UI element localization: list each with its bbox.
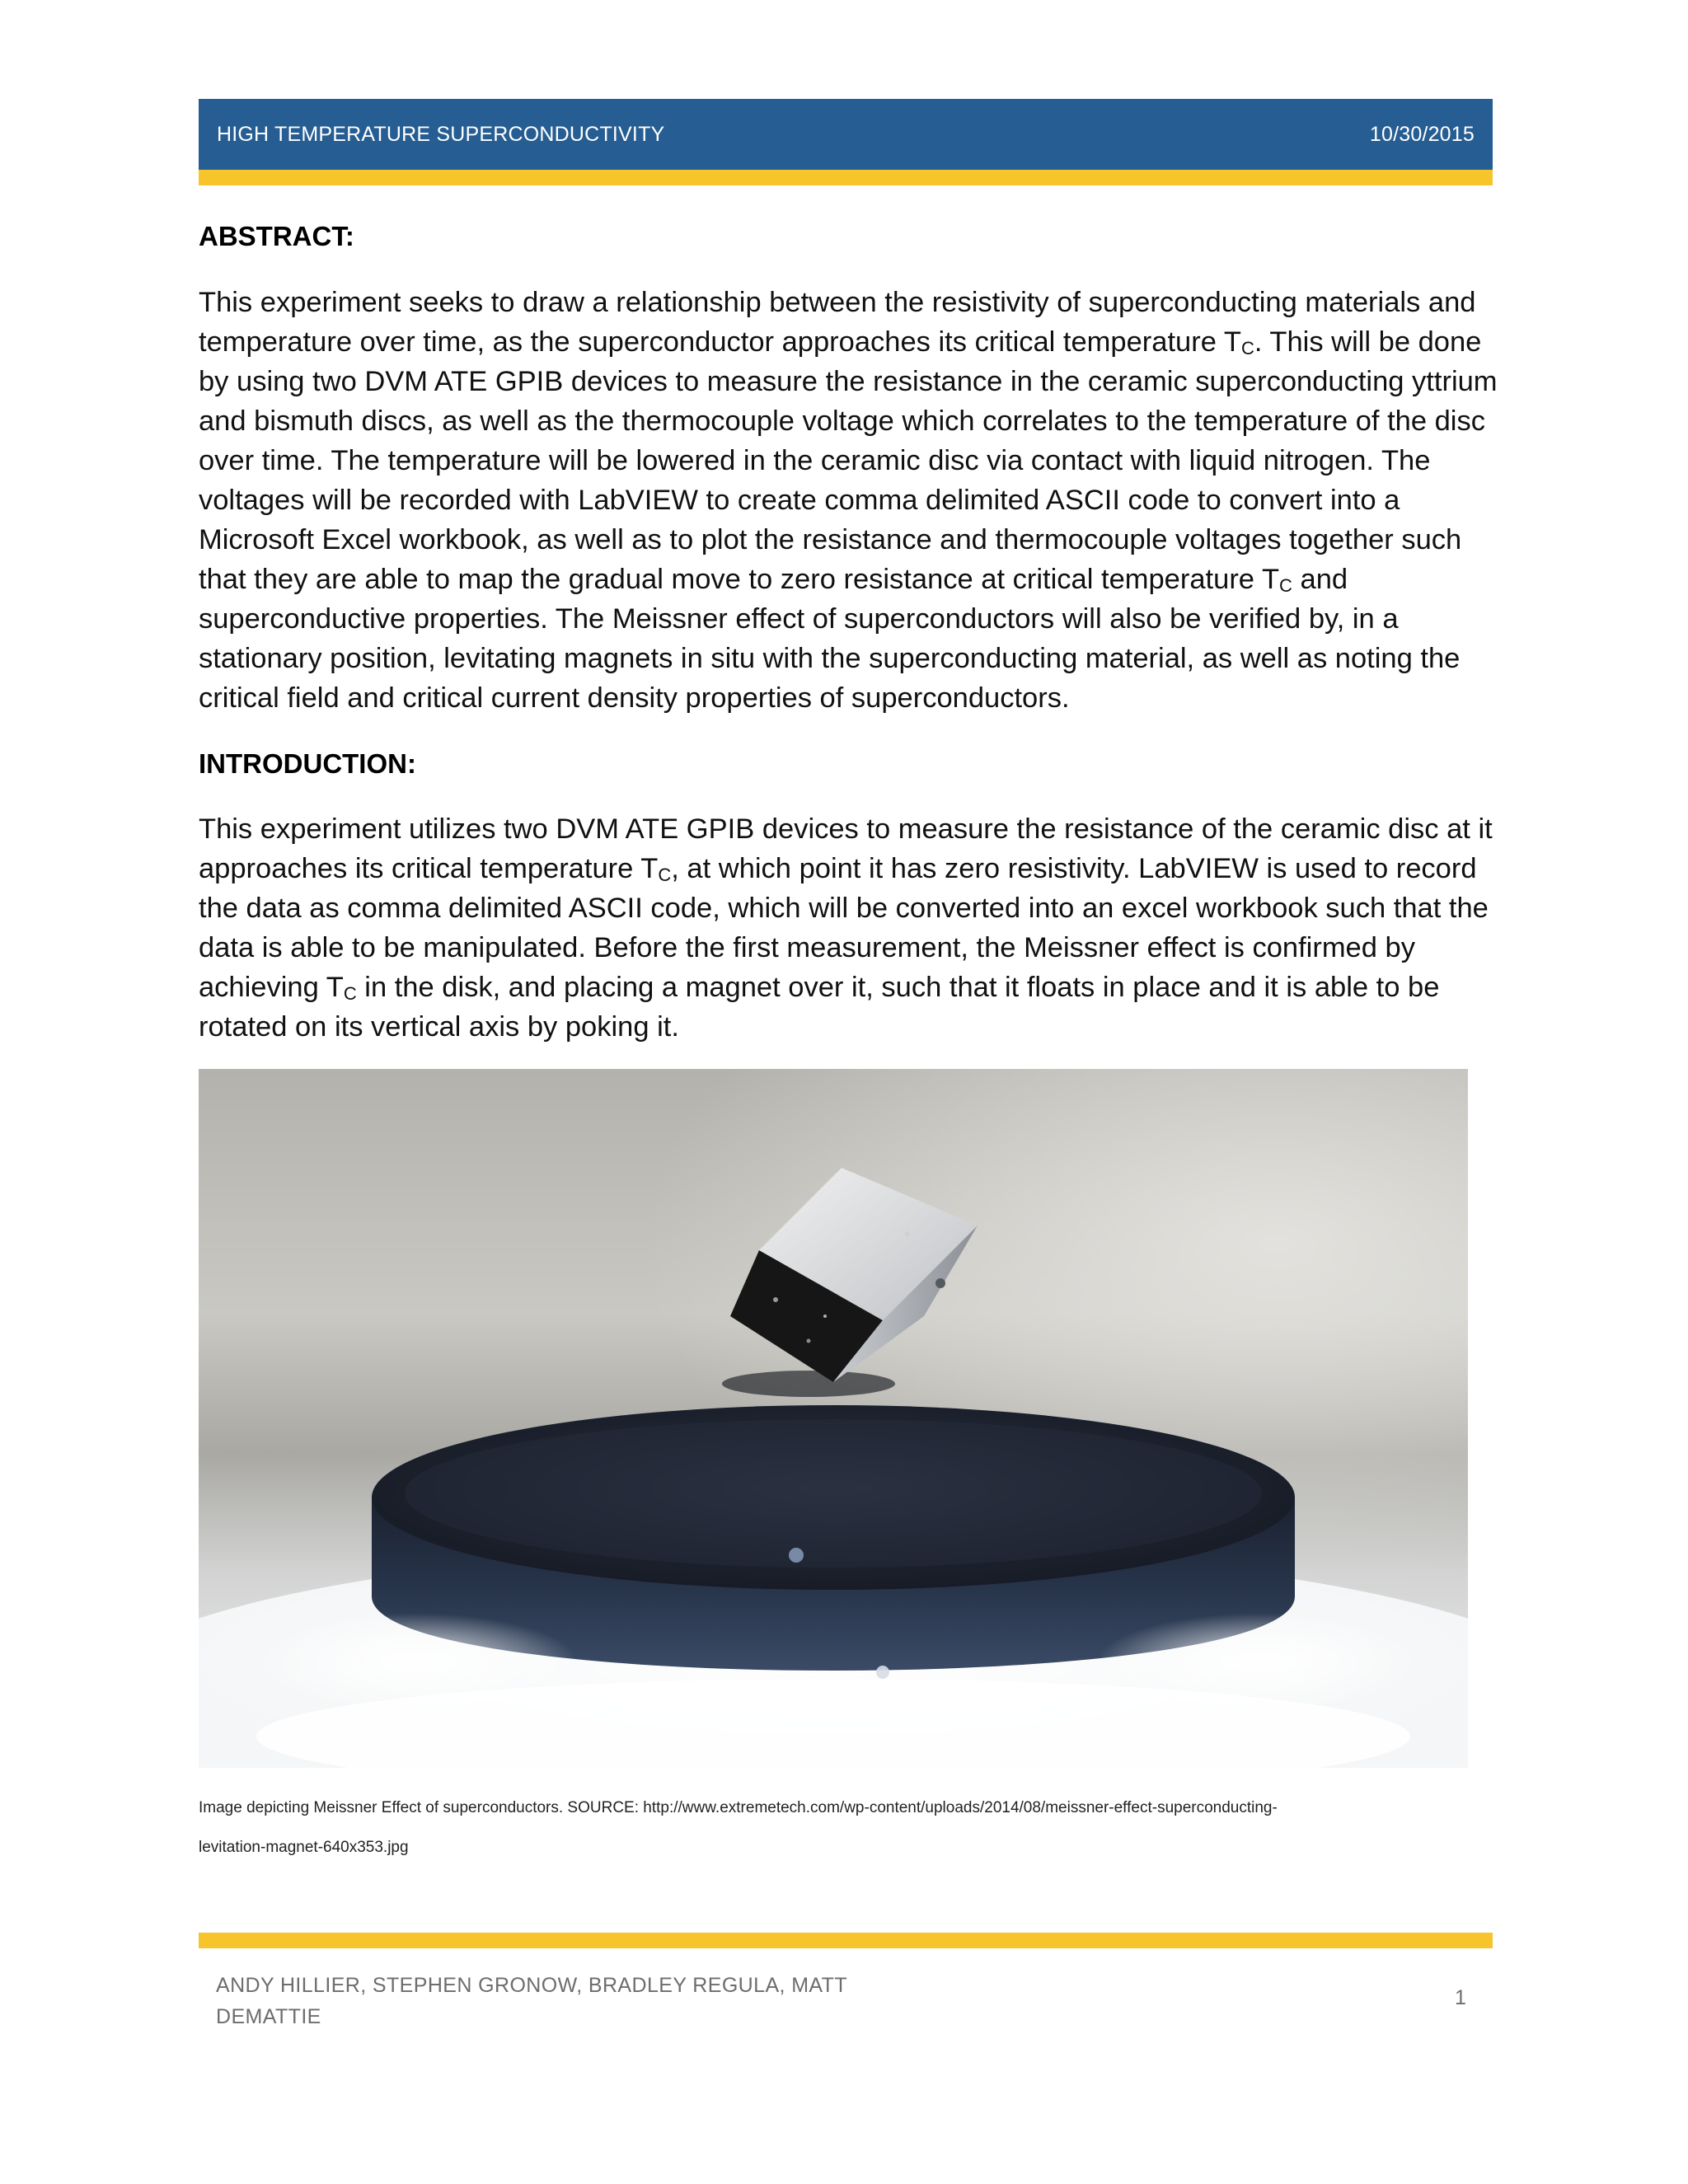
text-line: temperature over time, as the superconductor approaches its critical temperature $T_C$. This will be done bbox=[199, 326, 1482, 359]
caption-line: Image depicting Meissner Effect of superconductors. SOURCE: http://www.extremetech.com/wp-content/uploads/2014/08/meissner-effect-superconducting- bbox=[199, 1799, 1278, 1816]
text-line: This experiment seeks to draw a relationship between the resistivity of superconducting materials and bbox=[199, 287, 1476, 318]
text-line: the data as comma delimited ASCII code, which will be converted into an excel workbook such that the bbox=[199, 893, 1489, 924]
subscript: C bbox=[658, 865, 672, 885]
document-date: 10/30/2015 bbox=[1369, 122, 1475, 146]
abstract-heading: ABSTRACT: bbox=[199, 221, 354, 251]
text-line: This experiment utilizes two DVM ATE GPIB devices to measure the resistance of the ceramic disc at it bbox=[199, 813, 1493, 845]
page-number: 1 bbox=[1455, 1986, 1466, 2009]
footer-accent-stripe bbox=[199, 1933, 1493, 1948]
abstract-paragraph bbox=[199, 283, 1501, 718]
text-line: stationary position, levitating magnets in situ with the superconducting material, as well as noting the bbox=[199, 643, 1461, 674]
caption-line: levitation-magnet-640x353.jpg bbox=[199, 1839, 409, 1856]
text-line: data is able to be manipulated. Before the first measurement, the Meissner effect is confirmed by bbox=[199, 932, 1415, 963]
introduction-heading: INTRODUCTION: bbox=[199, 748, 416, 779]
text-line: rotated on its vertical axis by poking it. bbox=[199, 1011, 679, 1043]
text-line: superconductive properties. The Meissner effect of superconductors will also be verified by, in a bbox=[199, 603, 1399, 635]
text-line: by using two DVM ATE GPIB devices to measure the resistance in the ceramic superconducting yttrium bbox=[199, 366, 1498, 397]
text-line: over time. The temperature will be lowered in the ceramic disc via contact with liquid nitrogen. The bbox=[199, 445, 1431, 476]
subscript: C bbox=[343, 983, 357, 1004]
authors-line: DEMATTIE bbox=[216, 2005, 321, 2028]
meissner-effect-photo bbox=[199, 1069, 1468, 1768]
text-line: approaches its critical temperature $T_C$, at which point it has zero resistivity. LabVIEW is used to record bbox=[199, 853, 1477, 885]
introduction-paragraph bbox=[199, 809, 1501, 1047]
text-line: and bismuth discs, as well as the thermocouple voltage which correlates to the temperature of the disc bbox=[199, 405, 1485, 437]
subscript: C bbox=[1279, 575, 1292, 596]
header-accent-stripe bbox=[199, 170, 1493, 185]
text-line: critical field and critical current density properties of superconductors. bbox=[199, 682, 1070, 714]
text-line: Microsoft Excel workbook, as well as to plot the resistance and thermocouple voltages together such bbox=[199, 524, 1462, 555]
subscript: C bbox=[1240, 338, 1254, 359]
authors-line: ANDY HILLIER, STEPHEN GRONOW, BRADLEY REGULA, MATT bbox=[216, 1974, 847, 1997]
figure-caption bbox=[199, 1788, 1501, 1868]
page-header bbox=[199, 99, 1493, 170]
text-line: that they are able to map the gradual move to zero resistance at critical temperature $T_C$ and bbox=[199, 564, 1348, 596]
document-title: HIGH TEMPERATURE SUPERCONDUCTIVITY bbox=[217, 122, 665, 146]
text-line: voltages will be recorded with LabVIEW to create comma delimited ASCII code to convert into a bbox=[199, 485, 1400, 516]
text-line: achieving $T_C$ in the disk, and placing a magnet over it, such that it floats in place and it is able to be bbox=[199, 972, 1440, 1004]
footer-authors bbox=[216, 1970, 892, 2032]
